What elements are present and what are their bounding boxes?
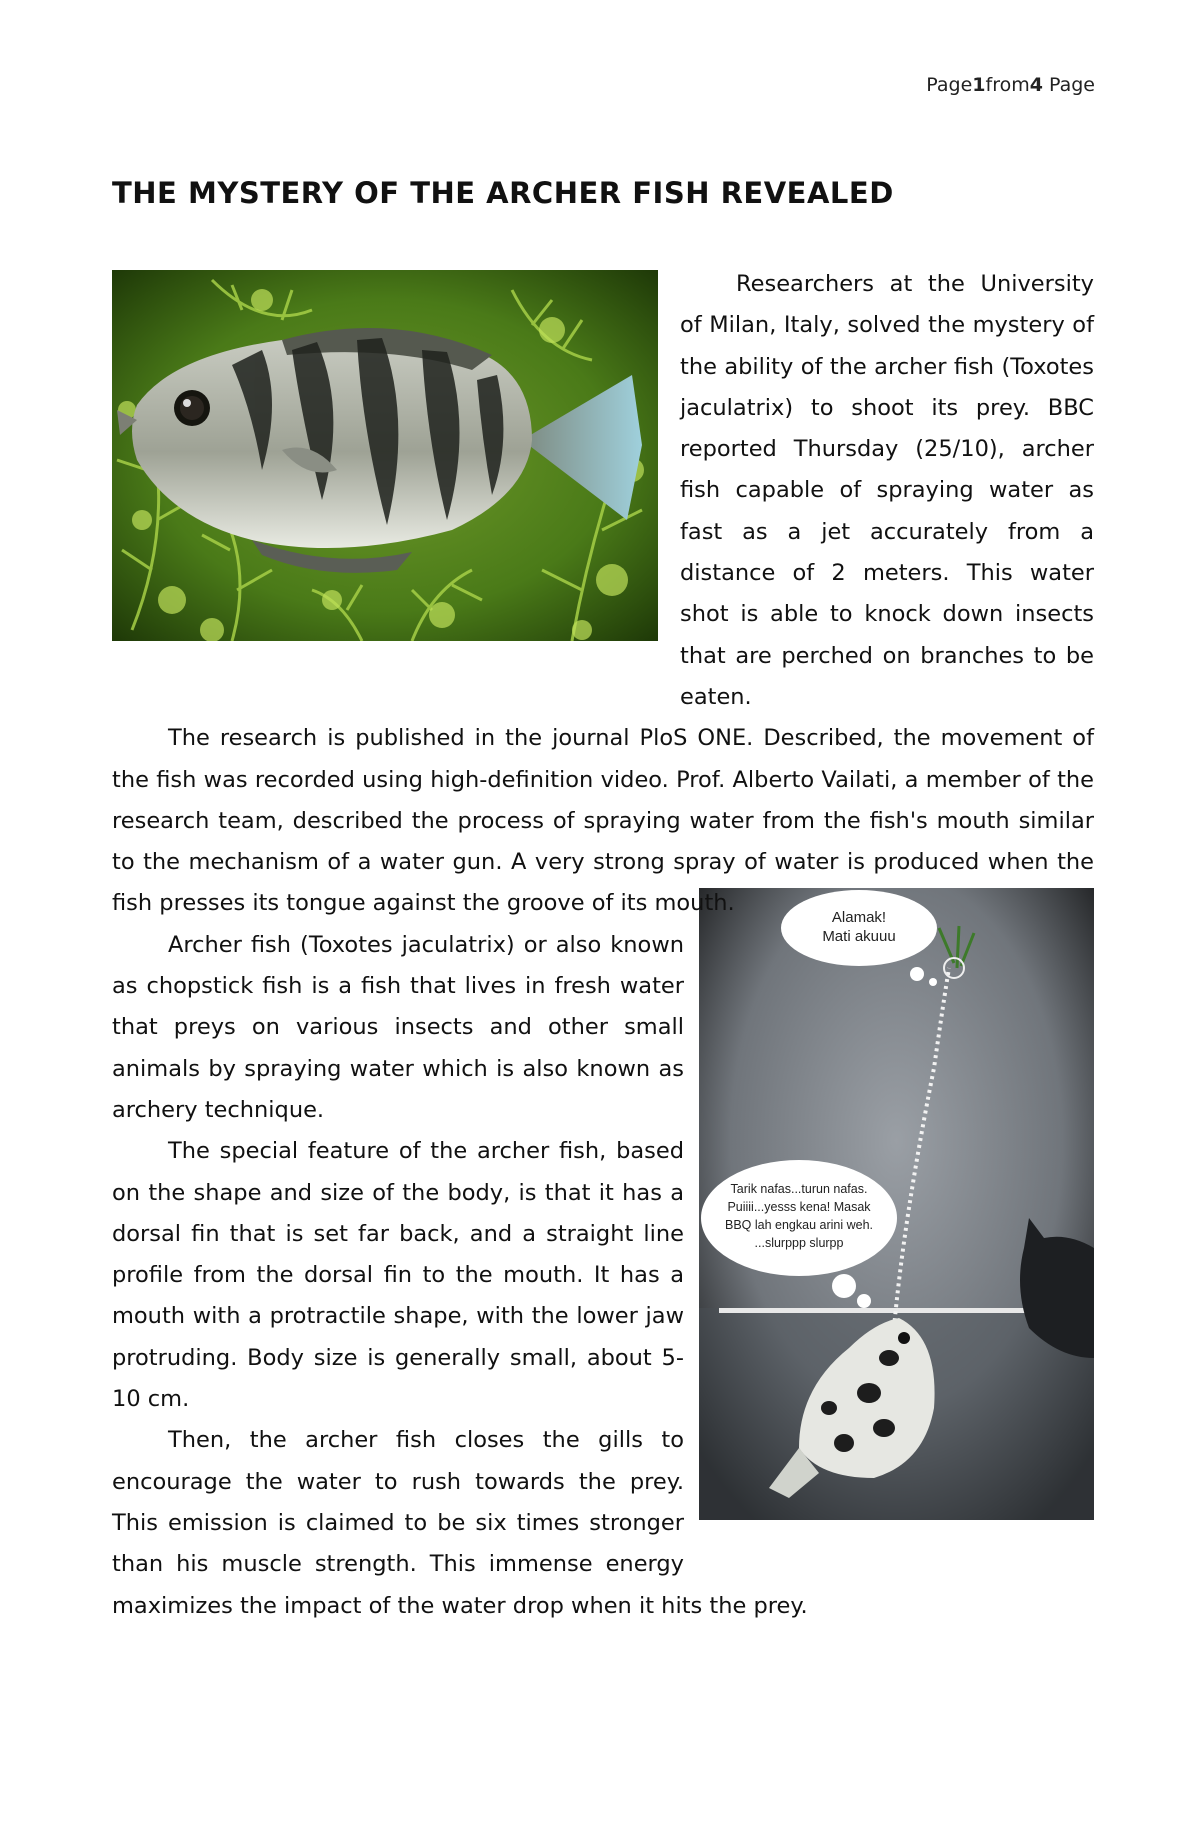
- total-pages: 4: [1029, 74, 1043, 96]
- page-label: Page: [926, 74, 973, 96]
- article-body: [112, 264, 1094, 1627]
- bubble-top-line2: Mati akuuu: [822, 928, 896, 945]
- photo2-spacer: [684, 925, 1094, 1565]
- page-number-header: [926, 74, 1095, 96]
- bubble-bottom-line3: BBQ lah engkau arini weh.: [724, 1218, 874, 1232]
- photo1-spacer: [112, 264, 680, 684]
- bubble-bottom-line2: Puiiii...yesss kena! Masak: [727, 1200, 871, 1214]
- paragraph-2: The research is published in the journal PloS ONE. Described, the movement of the fish was recorded using high-definition video. Prof. Alberto Vailati, a member of the research team, described the process of spraying water from the fish's mouth similar to the mechanism of a water gun. A very strong spray of water is produced when the fish presses its tongue against the groove of its mouth.: [112, 725, 1094, 917]
- paragraph-1: Researchers at the University of Milan, Italy, solved the mystery of the ability of the archer fish (Toxotes jaculatrix) to shoot its prey. BBC reported Thursday (25/10), archer fish capable of spraying water as fast as a jet accurately from a distance of 2 meters. This water shot is able to knock down insects that are perched on branches to be eaten.: [680, 271, 1094, 710]
- paragraph-5: Then, the archer fish closes the gills to encourage the water to rush towards the prey. This emission is claimed to be six times stronger than his muscle strength. This immense energy maximizes the impact of the water drop when it hits the prey.: [112, 1427, 808, 1619]
- paragraph-3: Archer fish (Toxotes jaculatrix) or also known as chopstick fish is a fish that lives in fresh water that preys on various insects and other small animals by spraying water which is also known as archery technique.: [112, 931, 684, 1123]
- bubble-bottom-line1: Tarik nafas...turun nafas.: [730, 1182, 868, 1196]
- page-from: from: [985, 74, 1030, 96]
- current-page: 1: [972, 74, 986, 96]
- bubble-top-line1: Alamak!: [831, 909, 887, 926]
- page-suffix: Page: [1042, 74, 1095, 96]
- paragraph-4: The special feature of the archer fish, based on the shape and size of the body, is that it has a dorsal fin that is set far back, and a straight line profile from the dorsal fin to the mouth. It has a mouth with a protractile shape, with the lower jaw protruding. Body size is generally small, about 5-10 cm.: [112, 1138, 684, 1413]
- document-title: THE MYSTERY OF THE ARCHER FISH REVEALED: [112, 176, 894, 210]
- bubble-bottom-line4: ...slurppp slurpp: [754, 1236, 844, 1250]
